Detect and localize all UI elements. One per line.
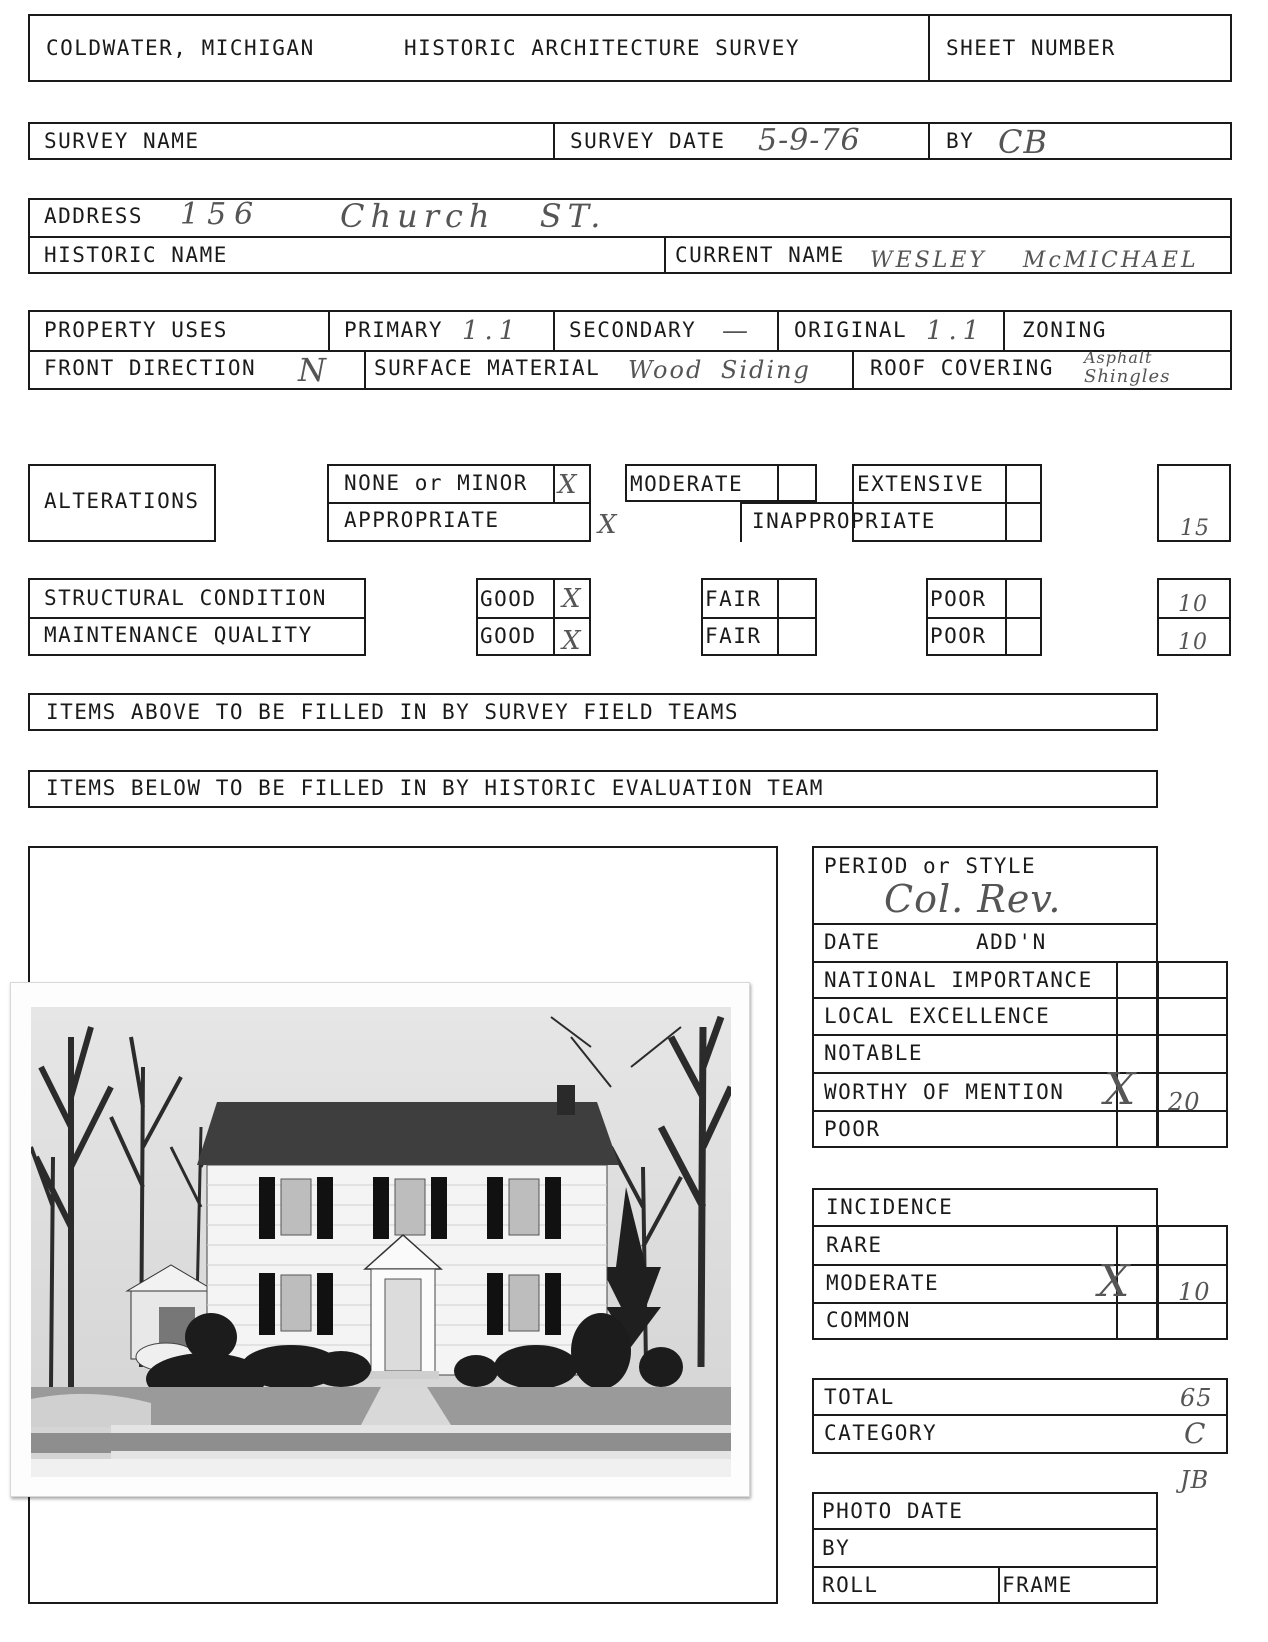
local-excellence-label: LOCAL EXCELLENCE <box>824 1004 1051 1028</box>
incidence-score-col <box>1116 1225 1228 1340</box>
photo-date-label: PHOTO DATE <box>822 1499 964 1523</box>
appropriate-mark[interactable]: X <box>598 510 618 540</box>
condition-label-divider <box>28 617 366 619</box>
house-photograph <box>31 1007 731 1477</box>
none-minor-mark[interactable]: X <box>558 470 578 500</box>
good-divider-h <box>476 617 591 619</box>
front-direction-value[interactable]: N <box>298 351 327 389</box>
condition-score-divider <box>1157 617 1231 619</box>
address-number[interactable]: 156 <box>180 197 262 232</box>
alterations-label: ALTERATIONS <box>44 489 200 513</box>
rare-label: RARE <box>826 1233 883 1257</box>
moderate-check-divider <box>777 464 779 502</box>
period-divider <box>812 923 1158 925</box>
incidence-label: INCIDENCE <box>826 1195 954 1219</box>
property-uses-label: PROPERTY USES <box>44 318 228 342</box>
roll-label: ROLL <box>822 1573 879 1597</box>
incidence-moderate-label: MODERATE <box>826 1271 940 1295</box>
incidence-check-divider <box>1157 1225 1159 1340</box>
address-divider-v <box>664 236 666 274</box>
poor-label-2: POOR <box>930 624 987 648</box>
appropriate-label: APPROPRIATE <box>344 508 500 532</box>
date-label: DATE <box>824 930 881 954</box>
eval-row-4 <box>812 1072 1228 1074</box>
sheet-number-label: SHEET NUMBER <box>946 36 1116 60</box>
totals-divider <box>812 1414 1228 1416</box>
evaluation-score-col <box>1116 961 1228 1148</box>
inappropriate-left <box>740 502 742 542</box>
survey-name-label: SURVEY NAME <box>44 129 200 153</box>
roof-covering-value-1[interactable]: Asphalt <box>1084 348 1153 367</box>
roll-frame-divider <box>998 1566 1000 1604</box>
poor-divider-h <box>926 617 1042 619</box>
fair-divider-h <box>701 617 817 619</box>
extensive-row-divider <box>740 502 1042 504</box>
current-name-value[interactable]: WESLEY McMICHAEL <box>870 248 1199 273</box>
property-div-6 <box>852 350 854 390</box>
national-importance-label: NATIONAL IMPORTANCE <box>824 968 1093 992</box>
roof-covering-value-2[interactable]: Shingles <box>1084 366 1171 387</box>
period-style-value[interactable]: Col. Rev. <box>884 877 1062 921</box>
property-div-3 <box>777 310 779 350</box>
property-div-2 <box>553 310 555 350</box>
category-label: CATEGORY <box>824 1421 938 1445</box>
maintenance-score[interactable]: 10 <box>1178 630 1208 655</box>
survey-title: HISTORIC ARCHITECTURE SURVEY <box>404 36 801 60</box>
house-illustration <box>31 1007 731 1477</box>
zoning-label: ZONING <box>1022 318 1107 342</box>
total-label: TOTAL <box>824 1385 895 1409</box>
survey-date-value[interactable]: 5-9-76 <box>758 123 861 158</box>
surface-material-value[interactable]: Wood Siding <box>628 356 811 384</box>
worthy-score[interactable]: 20 <box>1168 1088 1201 1116</box>
secondary-value[interactable]: — <box>722 316 749 346</box>
poor-divider-v <box>1005 578 1007 656</box>
eval-row-1 <box>812 961 1228 963</box>
building-photo <box>10 982 750 1497</box>
maintenance-good-mark[interactable]: X <box>562 626 582 656</box>
frame-label: FRAME <box>1002 1573 1073 1597</box>
notable-label: NOTABLE <box>824 1041 924 1065</box>
header-divider <box>928 14 930 82</box>
by-value[interactable]: CB <box>998 123 1048 161</box>
surface-material-label: SURFACE MATERIAL <box>374 356 601 380</box>
alterations-score[interactable]: 15 <box>1180 516 1210 541</box>
roof-covering-label: ROOF COVERING <box>870 356 1054 380</box>
incidence-row-1 <box>812 1225 1158 1227</box>
extensive-label: EXTENSIVE <box>857 472 985 496</box>
total-value[interactable]: 65 <box>1180 1384 1213 1412</box>
primary-label: PRIMARY <box>344 318 444 342</box>
historic-name-label: HISTORIC NAME <box>44 243 228 267</box>
current-name-label: CURRENT NAME <box>675 243 845 267</box>
period-style-label: PERIOD or STYLE <box>824 854 1037 878</box>
none-minor-label: NONE or MINOR <box>344 471 528 495</box>
fair-divider-v <box>777 578 779 656</box>
incidence-mark[interactable]: X <box>1098 1256 1131 1307</box>
note-below-text: ITEMS BELOW TO BE FILLED IN BY HISTORIC EVALUATION TEAM <box>46 776 824 800</box>
photo-info-row-1 <box>812 1528 1158 1530</box>
by-label: BY <box>946 129 975 153</box>
category-value[interactable]: C <box>1184 1417 1207 1450</box>
incidence-score[interactable]: 10 <box>1178 1278 1211 1306</box>
survey-divider-2 <box>928 122 930 160</box>
evaluation-poor-label: POOR <box>824 1117 881 1141</box>
structural-condition-label: STRUCTURAL CONDITION <box>44 586 327 610</box>
alterations-row-divider <box>327 502 591 504</box>
maintenance-quality-label: MAINTENANCE QUALITY <box>44 623 313 647</box>
good-label-1: GOOD <box>480 587 537 611</box>
eval-row-3 <box>812 1034 1228 1036</box>
worthy-of-mention-label: WORTHY OF MENTION <box>824 1080 1065 1104</box>
reviewer-initials[interactable]: JB <box>1180 1466 1210 1494</box>
photo-by-label: BY <box>822 1536 851 1560</box>
address-divider-h <box>28 236 1232 238</box>
secondary-label: SECONDARY <box>569 318 697 342</box>
good-label-2: GOOD <box>480 624 537 648</box>
good-divider-v <box>553 578 555 656</box>
none-minor-check-divider <box>553 464 555 502</box>
evaluation-check-divider <box>1157 961 1159 1148</box>
property-div-5 <box>364 350 366 390</box>
original-label: ORIGINAL <box>794 318 908 342</box>
eval-row-5 <box>812 1110 1228 1112</box>
poor-label-1: POOR <box>930 587 987 611</box>
note-above-text: ITEMS ABOVE TO BE FILLED IN BY SURVEY FIELD TEAMS <box>46 700 740 724</box>
address-label: ADDRESS <box>44 204 144 228</box>
incidence-row-2 <box>812 1264 1228 1266</box>
structural-score[interactable]: 10 <box>1178 592 1208 617</box>
property-div-1 <box>328 310 330 350</box>
fair-label-1: FAIR <box>705 587 762 611</box>
common-label: COMMON <box>826 1308 911 1332</box>
photo-info-row-2 <box>812 1566 1158 1568</box>
addn-label: ADD'N <box>976 930 1047 954</box>
survey-date-label: SURVEY DATE <box>570 129 726 153</box>
city-label: COLDWATER, MICHIGAN <box>46 36 315 60</box>
inappropriate-label: INAPPROPRIATE <box>752 509 936 533</box>
worthy-mark[interactable]: X <box>1104 1064 1137 1115</box>
primary-value[interactable]: 1.1 <box>462 316 522 346</box>
property-divider-h <box>28 350 1232 352</box>
incidence-row-3 <box>812 1302 1228 1304</box>
eval-row-2 <box>812 997 1228 999</box>
fair-label-2: FAIR <box>705 624 762 648</box>
address-street[interactable]: Church ST. <box>340 197 607 235</box>
property-div-4 <box>1003 310 1005 350</box>
survey-divider-1 <box>553 122 555 160</box>
moderate-label: MODERATE <box>630 472 744 496</box>
front-direction-label: FRONT DIRECTION <box>44 356 257 380</box>
structural-good-mark[interactable]: X <box>562 584 582 614</box>
original-value[interactable]: 1.1 <box>926 316 986 346</box>
